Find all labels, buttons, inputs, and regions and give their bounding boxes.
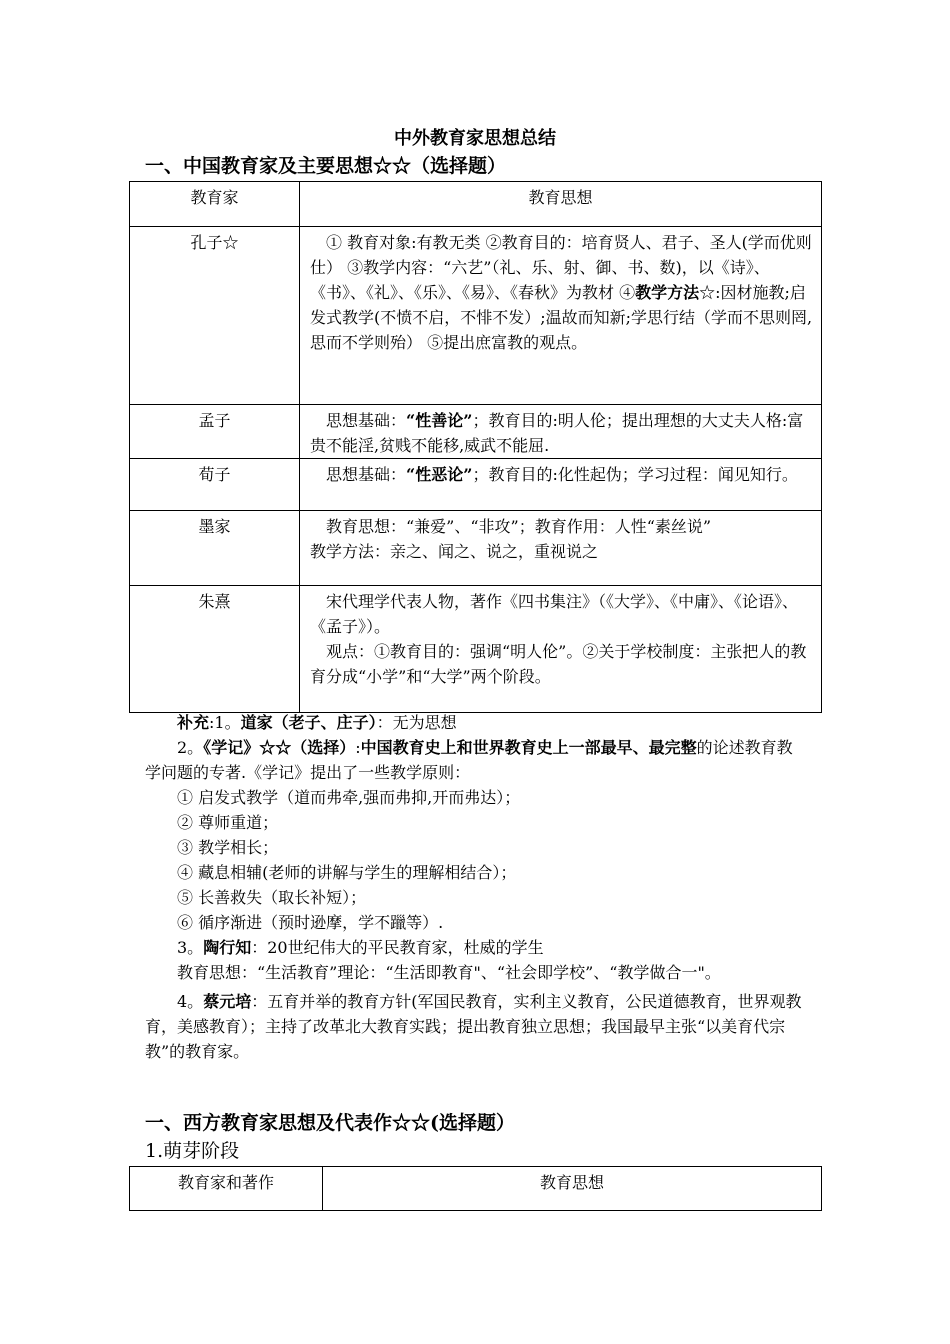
table-row <box>130 459 822 511</box>
chinese-educators-table <box>129 181 822 713</box>
educator-name: 孟子 <box>130 405 300 459</box>
header-thought: 教育思想 <box>323 1167 822 1211</box>
table-header-row <box>130 1167 822 1211</box>
educator-name: 墨家 <box>130 511 300 586</box>
supplement-cai-yuanpei: 4。蔡元培：五育并举的教育方针(军国民教育，实利主义教育，公民道德教育，世界观教育，美感教育）；主持了改革北大教育实践；提出教育独立思想；我国最早主张“以美育代宗教”的教育家。 <box>145 992 802 1061</box>
principle-item: ⑤ 长善救失（取长补短）； <box>177 888 367 907</box>
educator-thought: 思想基础：“性善论”；教育目的:明人伦；提出理想的大丈夫人格:富贵不能淫,贫贱不能移,威武不能屈. <box>300 405 822 459</box>
supplement-tao-thought: 教育思想：“生活教育”理论：“生活即教育"、“社会即学校”、“教学做合一"。 <box>177 963 721 982</box>
section-heading-chinese-educators: 一、中国教育家及主要思想☆☆（选择题） <box>145 155 507 177</box>
table-row <box>130 586 822 713</box>
educator-name: 朱熹 <box>130 586 300 713</box>
principle-item: ⑥ 循序渐进（预时逊摩，学不躐等）. <box>177 913 444 932</box>
educator-thought: 宋代理学代表人物，著作《四书集注》（《大学》、《中庸》、《论语》、《孟子》）。 观点：①教育目的：强调“明人伦”。②关于学校制度：主张把人的教育分成“小学”和“大学”两个阶段。 <box>300 586 822 713</box>
educator-name: 荀子 <box>130 459 300 511</box>
document-title: 中外教育家思想总结 <box>394 128 556 149</box>
principle-item: ② 尊师重道； <box>177 813 279 832</box>
section-heading-western-educators: 一、西方教育家思想及代表作☆☆(选择题） <box>145 1112 515 1134</box>
educator-name: 孔子☆ <box>130 227 300 405</box>
principle-item: ① 启发式教学（道而弗牵,强而弗抑,开而弗达）； <box>177 788 521 807</box>
supplement-tao-xingzhi: 3。陶行知：20世纪伟大的平民教育家，杜威的学生 <box>177 938 544 957</box>
header-educator-works: 教育家和著作 <box>130 1167 323 1211</box>
table-row <box>130 227 822 405</box>
table-row <box>130 405 822 459</box>
principle-item: ③ 教学相长； <box>177 838 279 857</box>
supplement-daoist: 补充:1。道家（老子、庄子）：无为思想 <box>177 713 457 732</box>
table-header-row <box>130 182 822 227</box>
supplement-xueji: 2。《学记》☆☆（选择）:中国教育史上和世界教育史上一部最早、最完整的论述教育教学问题的专著.《学记》提出了一些教学原则： <box>145 738 793 782</box>
educator-thought: ① 教育对象:有教无类 ②教育目的：培育贤人、君子、圣人(学而优则仕） ③教学内容：“六艺”（礼、乐、射、御、书、数)，以《诗》、《书》、《礼》、《乐》、《易》、《春秋》为教材 ④教学方法☆:因材施教;启发式教学(不愤不启，不悱不发）;温故而知新;学思行结（学而不思则罔,思而不学则殆） ⑤提出庶富教的观点。 <box>300 227 822 405</box>
principle-item: ④ 藏息相辅(老师的讲解与学生的理解相结合）； <box>177 863 517 882</box>
subsection-heading: 1.萌芽阶段 <box>145 1140 240 1162</box>
header-thought: 教育思想 <box>300 182 822 227</box>
header-educator: 教育家 <box>130 182 300 227</box>
western-educators-table <box>129 1166 822 1211</box>
educator-thought: 教育思想：“兼爱”、“非攻”；教育作用：人性“素丝说” 教学方法：亲之、闻之、说之，重视说之 <box>300 511 822 586</box>
table-row <box>130 511 822 586</box>
supplement-section <box>145 710 805 1064</box>
educator-thought: 思想基础：“性恶论”；教育目的:化性起伪；学习过程：闻见知行。 <box>300 459 822 511</box>
